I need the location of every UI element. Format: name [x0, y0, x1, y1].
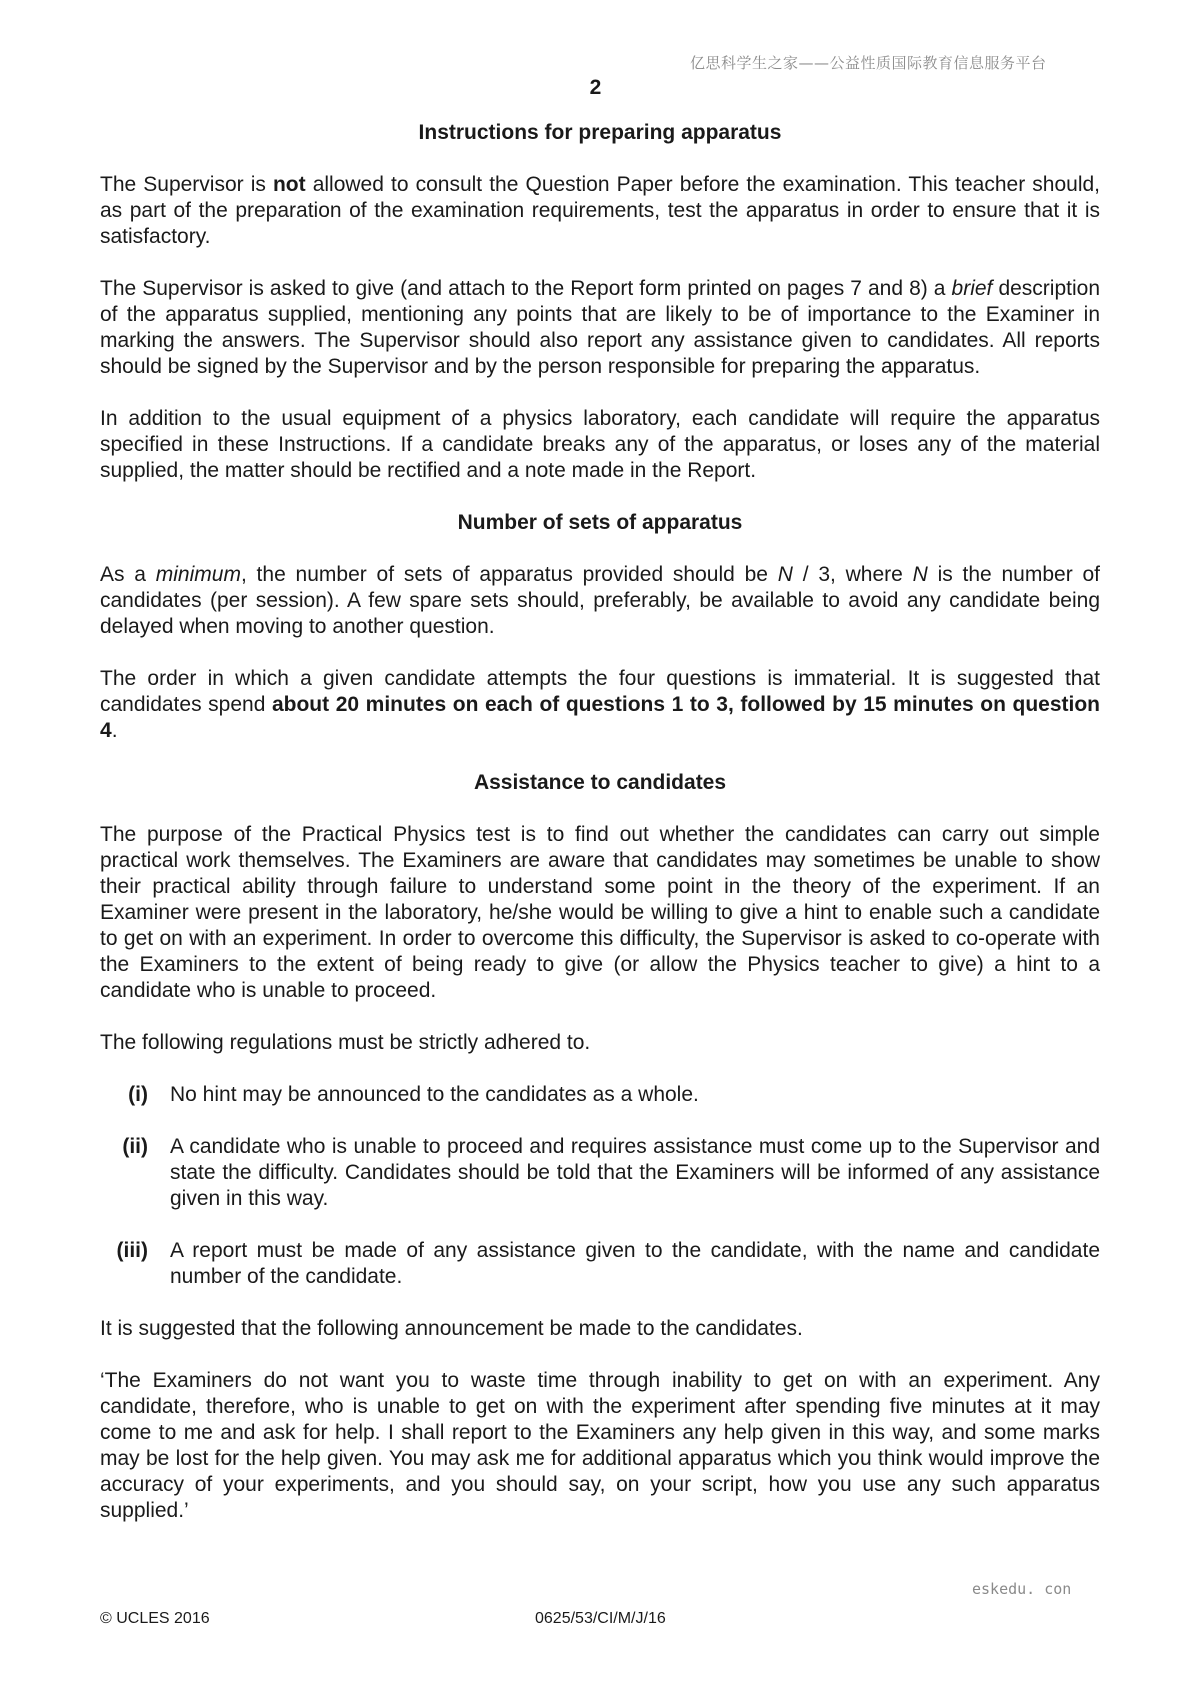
regulation-item	[100, 1082, 1100, 1108]
page-number: 2	[589, 76, 602, 99]
regulation-item	[100, 1134, 1100, 1212]
regulation-text: No hint may be announced to the candidates as a whole.	[170, 1083, 699, 1106]
paragraph-regulations-intro: The following regulations must be strictly adhered to.	[100, 1031, 591, 1054]
regulation-text: A report must be made of any assistance given to the candidate, with the name and candidate number of the candidate.	[170, 1239, 1100, 1288]
regulation-number: (ii)	[122, 1135, 148, 1158]
section-heading-instructions: Instructions for preparing apparatus	[418, 121, 782, 144]
paragraph-purpose: The purpose of the Practical Physics test is to find out whether the candidates can carry out simple practical work themselves. The Examiners are aware that candidates may sometimes be unable to show their practical ability through failure to understand some point in the theory of the experiment. If an Examiner were present in the laboratory, he/she would be willing to give a hint to enable such a candidate to get on with an experiment. In order to overcome this difficulty, the Supervisor is asked to co-operate with the Examiners to the extent of being ready to give (or allow the Physics teacher to give) a hint to a candidate who is unable to proceed.	[100, 823, 1100, 1002]
regulation-number: (i)	[128, 1083, 148, 1106]
italic-text: brief	[951, 277, 993, 300]
regulation-text: A candidate who is unable to proceed and requires assistance must come up to the Supervisor and state the difficulty. Candidates should be told that the Examiners will be informed of any assistance given in this way.	[170, 1135, 1100, 1210]
document-body	[100, 120, 1100, 1550]
italic-text: minimum	[155, 563, 241, 586]
paragraph-supervisor-report: The Supervisor is asked to give (and attach to the Report form printed on pages 7 and 8) a brief description of the apparatus supplied, mentioning any points that are likely to be of importance to the Examiner in marking the answers. The Supervisor should also report any assistance given to candidates. All reports should be signed by the Supervisor and by the person responsible for preparing the apparatus.	[100, 277, 1100, 378]
paragraph-supervisor-not-allowed: The Supervisor is not allowed to consult the Question Paper before the examination. This teacher should, as part of the preparation of the examination requirements, test the apparatus in order to ensure that it is satisfactory.	[100, 173, 1100, 248]
section-heading-number-of-sets: Number of sets of apparatus	[457, 511, 743, 534]
italic-variable: N	[912, 563, 928, 586]
paragraph-minimum-sets: As a minimum, the number of sets of apparatus provided should be N / 3, where N is the number of candidates (per session). A few spare sets should, preferably, be available to avoid any candidate being delayed when moving to another question.	[100, 563, 1100, 638]
watermark-bottom-text: eskedu. con	[972, 1580, 1072, 1598]
bold-text: not	[272, 173, 306, 196]
section-heading-assistance: Assistance to candidates	[473, 771, 727, 794]
paragraph-announcement-quote: ‘The Examiners do not want you to waste time through inability to get on with an experiment. Any candidate, therefore, who is unable to get on with the experiment after spending five minutes at it may come to me and ask for help. I shall report to the Examiners any help given in this way, and some marks may be lost for the help given. You may ask me for additional apparatus which you think would improve the accuracy of your experiments, and you should say, on your script, how you use any such apparatus supplied.’	[100, 1369, 1100, 1522]
paragraph-announcement-intro: It is suggested that the following announcement be made to the candidates.	[100, 1317, 803, 1340]
regulation-item	[100, 1238, 1100, 1290]
italic-variable: N	[777, 563, 793, 586]
footer-paper-code: 0625/53/CI/M/J/16	[535, 1610, 666, 1627]
paragraph-question-order: The order in which a given candidate attempts the four questions is immaterial. It is suggested that candidates spend about 20 minutes on each of questions 1 to 3, followed by 15 minutes on question 4.	[100, 667, 1100, 742]
footer-copyright: © UCLES 2016	[100, 1610, 210, 1627]
watermark-top-text: 亿思科学生之家——公益性质国际教育信息服务平台	[690, 54, 1047, 72]
paragraph-usual-equipment: In addition to the usual equipment of a physics laboratory, each candidate will require the apparatus specified in these Instructions. If a candidate breaks any of the apparatus, or loses any of the material supplied, the matter should be rectified and a note made in the Report.	[100, 407, 1100, 482]
bold-text: about 20 minutes on each of questions 1 to 3, followed by 15 minutes on question 4	[100, 693, 1100, 742]
regulation-number: (iii)	[116, 1239, 148, 1262]
